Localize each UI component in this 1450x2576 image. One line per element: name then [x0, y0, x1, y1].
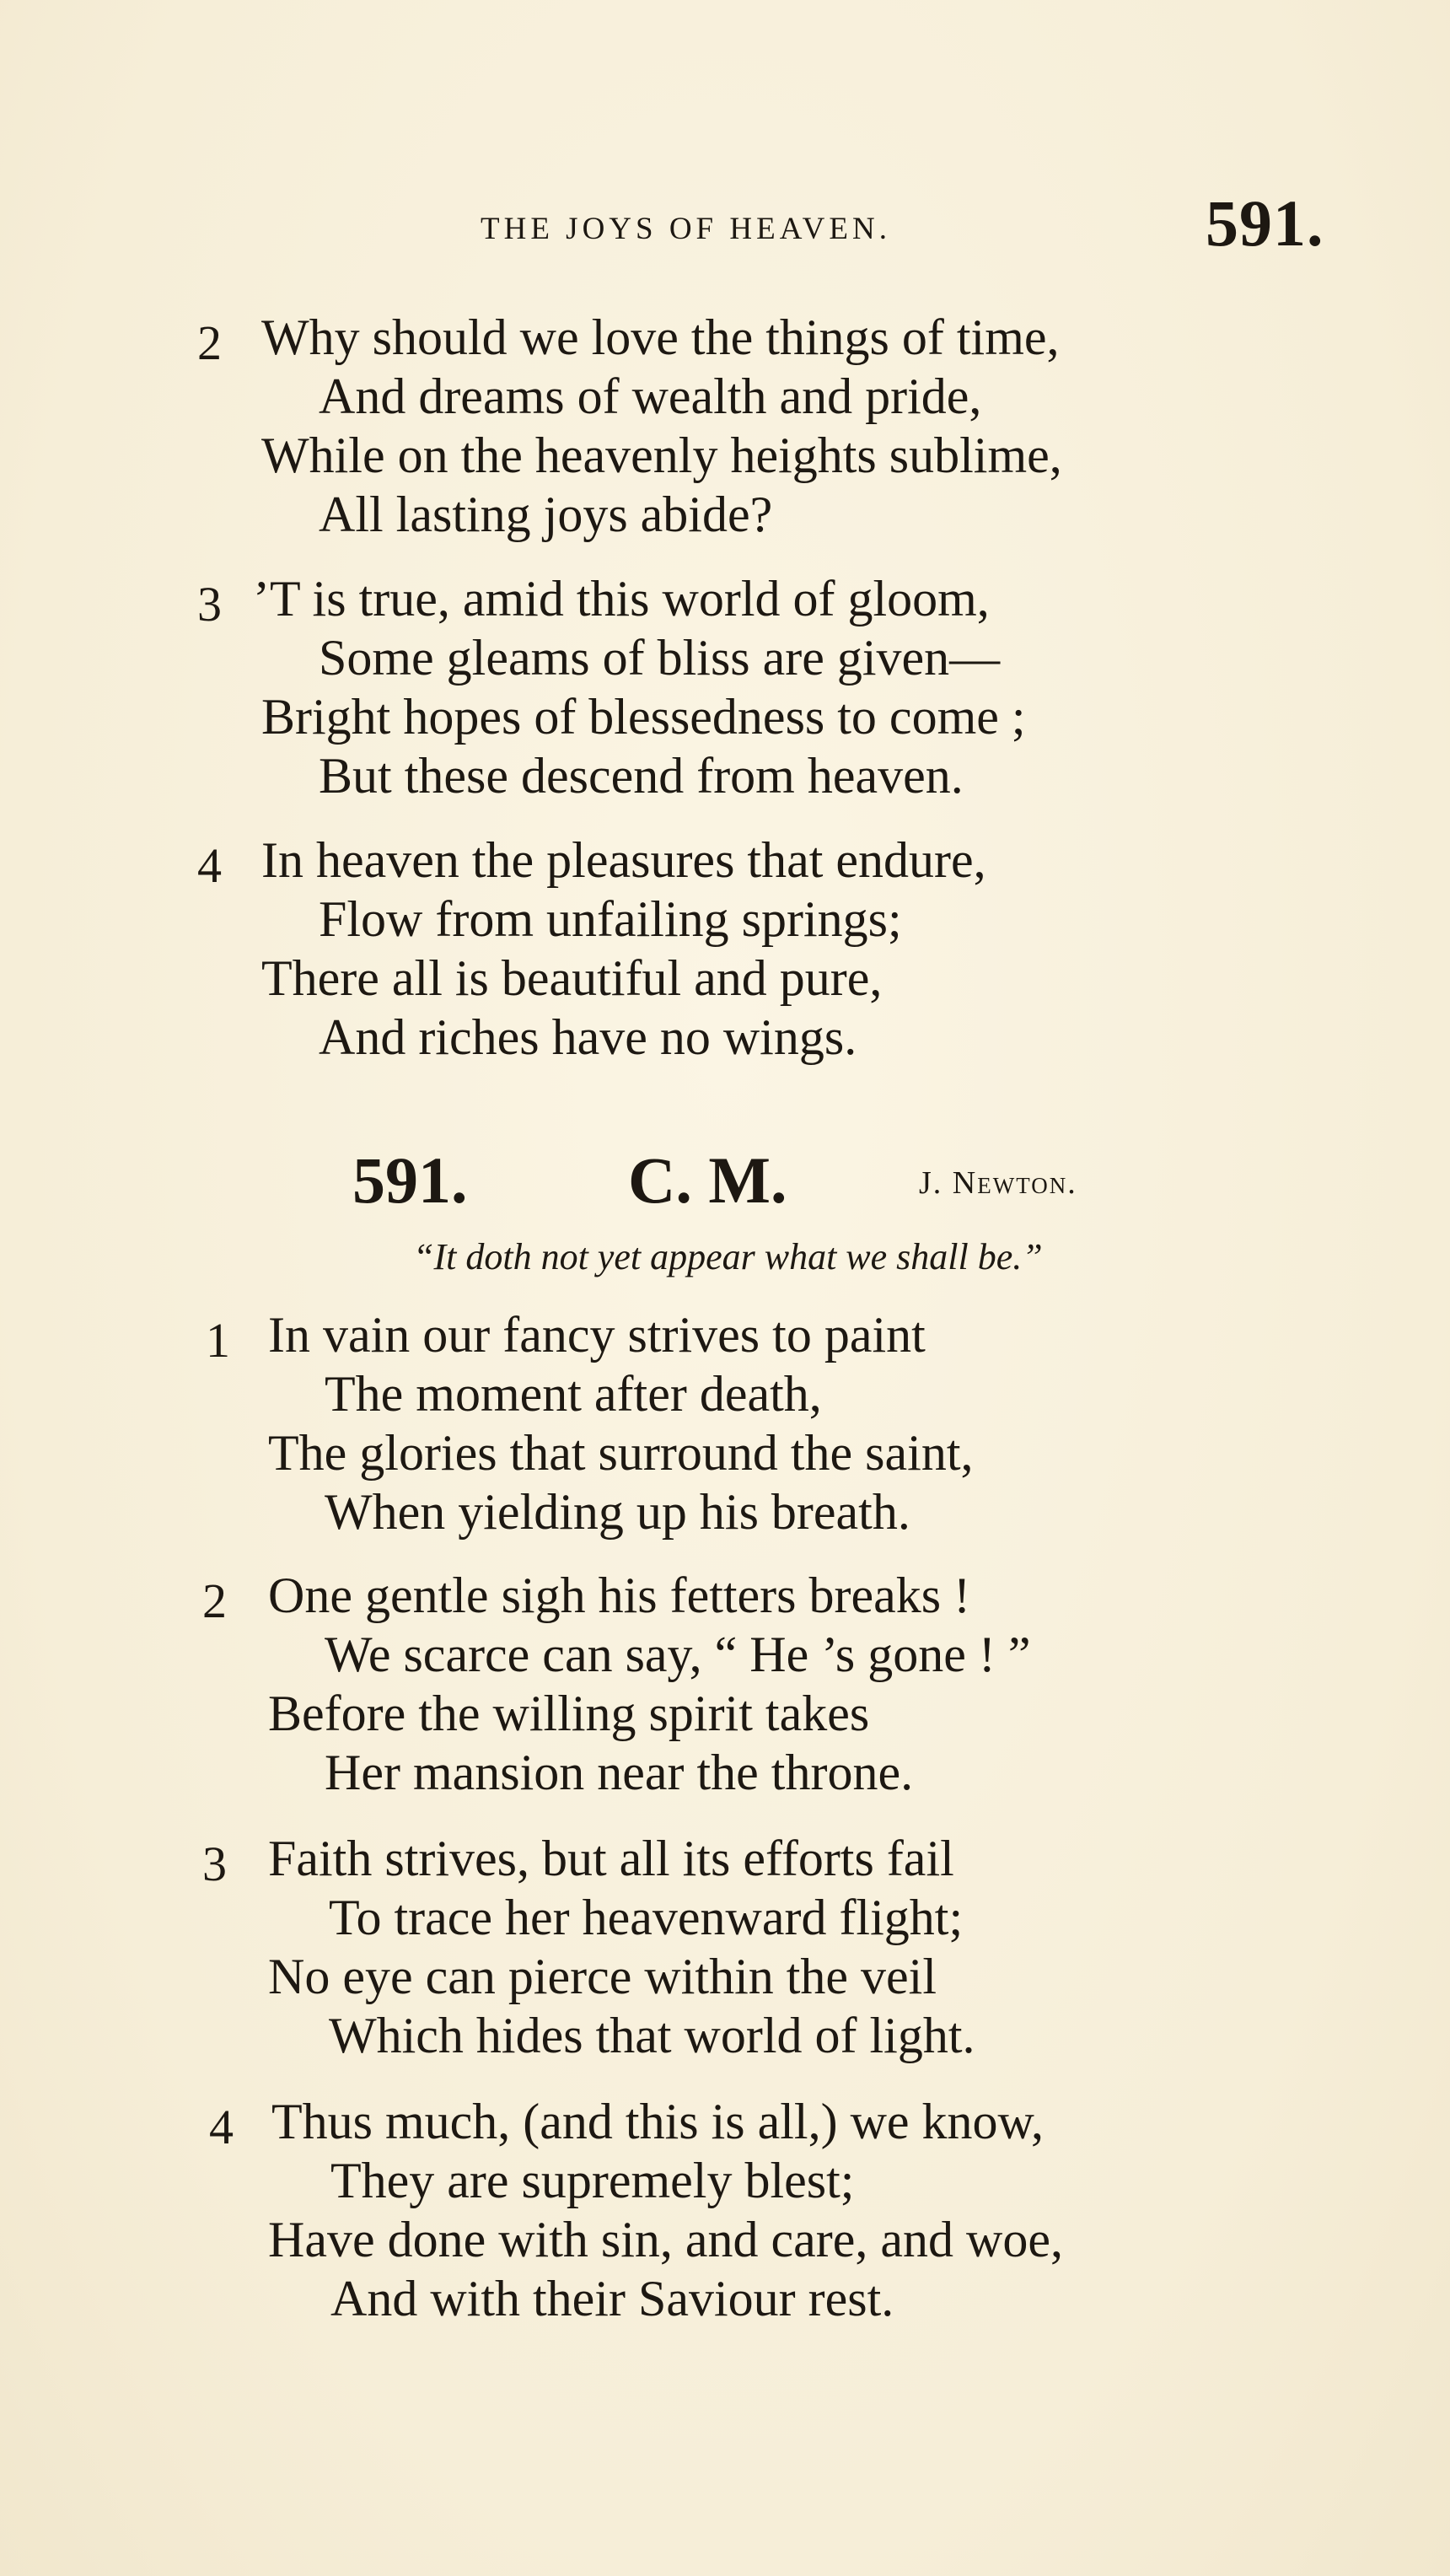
stanza-number: 1	[206, 1313, 230, 1368]
stanza-line: No eye can pierce within the veil	[268, 1949, 937, 2004]
hymn-author: J. Newton.	[919, 1165, 1077, 1201]
stanza-line: Her mansion near the throne.	[325, 1745, 914, 1800]
running-head: THE JOYS OF HEAVEN.	[481, 212, 891, 246]
stanza-line: Bright hopes of blessedness to come ;	[261, 689, 1026, 745]
hymn-header	[0, 1143, 1450, 1218]
stanza-line: We scarce can say, “ He ’s gone ! ”	[325, 1627, 1031, 1682]
stanza-line: When yielding up his breath.	[325, 1484, 910, 1540]
stanza-line: They are supremely blest;	[330, 2153, 855, 2208]
stanza-line: To trace her heavenward flight;	[329, 1890, 964, 1945]
stanza-line: Some gleams of bliss are given—	[319, 630, 1001, 686]
stanza-line: Thus much, (and this is all,) we know,	[271, 2094, 1044, 2149]
stanza-line: In heaven the pleasures that endure,	[261, 832, 986, 888]
hymn-meter: C. M.	[628, 1143, 787, 1217]
stanza-line: While on the heavenly heights sublime,	[261, 428, 1062, 483]
stanza-line: ’T is true, amid this world of gloom,	[253, 571, 990, 627]
stanza-line: Before the willing spirit takes	[268, 1686, 870, 1741]
stanza-line: Faith strives, but all its efforts fail	[268, 1831, 954, 1886]
stanza-line: But these descend from heaven.	[319, 748, 964, 804]
stanza-number: 4	[209, 2100, 234, 2154]
hymn-epigraph: “It doth not yet appear what we shall be.”	[413, 1236, 1043, 1277]
stanza-number: 3	[202, 1837, 227, 1891]
stanza-line: Have done with sin, and care, and woe,	[268, 2212, 1064, 2267]
stanza-number: 4	[197, 838, 222, 893]
stanza-line: All lasting joys abide?	[319, 487, 773, 542]
stanza-line: There all is beautiful and pure,	[261, 950, 883, 1006]
stanza-line: Why should we love the things of time,	[261, 309, 1060, 365]
stanza-number: 3	[197, 577, 222, 632]
stanza-line: In vain our fancy strives to paint	[268, 1307, 926, 1363]
stanza-line: And riches have no wings.	[319, 1009, 857, 1065]
stanza-line: And dreams of wealth and pride,	[319, 368, 982, 424]
stanza-line: Which hides that world of light.	[329, 2008, 975, 2063]
stanza-line: One gentle sigh his fetters breaks !	[268, 1568, 971, 1623]
stanza-number: 2	[197, 315, 222, 370]
stanza-line: The glories that surround the saint,	[268, 1425, 974, 1481]
stanza-line: Flow from unfailing springs;	[319, 891, 902, 947]
stanza-number: 2	[202, 1573, 227, 1628]
hymn-number: 591.	[352, 1143, 468, 1217]
stanza-line: And with their Saviour rest.	[330, 2271, 894, 2326]
stanza-line: The moment after death,	[325, 1366, 822, 1422]
page-number: 591.	[1206, 186, 1324, 260]
